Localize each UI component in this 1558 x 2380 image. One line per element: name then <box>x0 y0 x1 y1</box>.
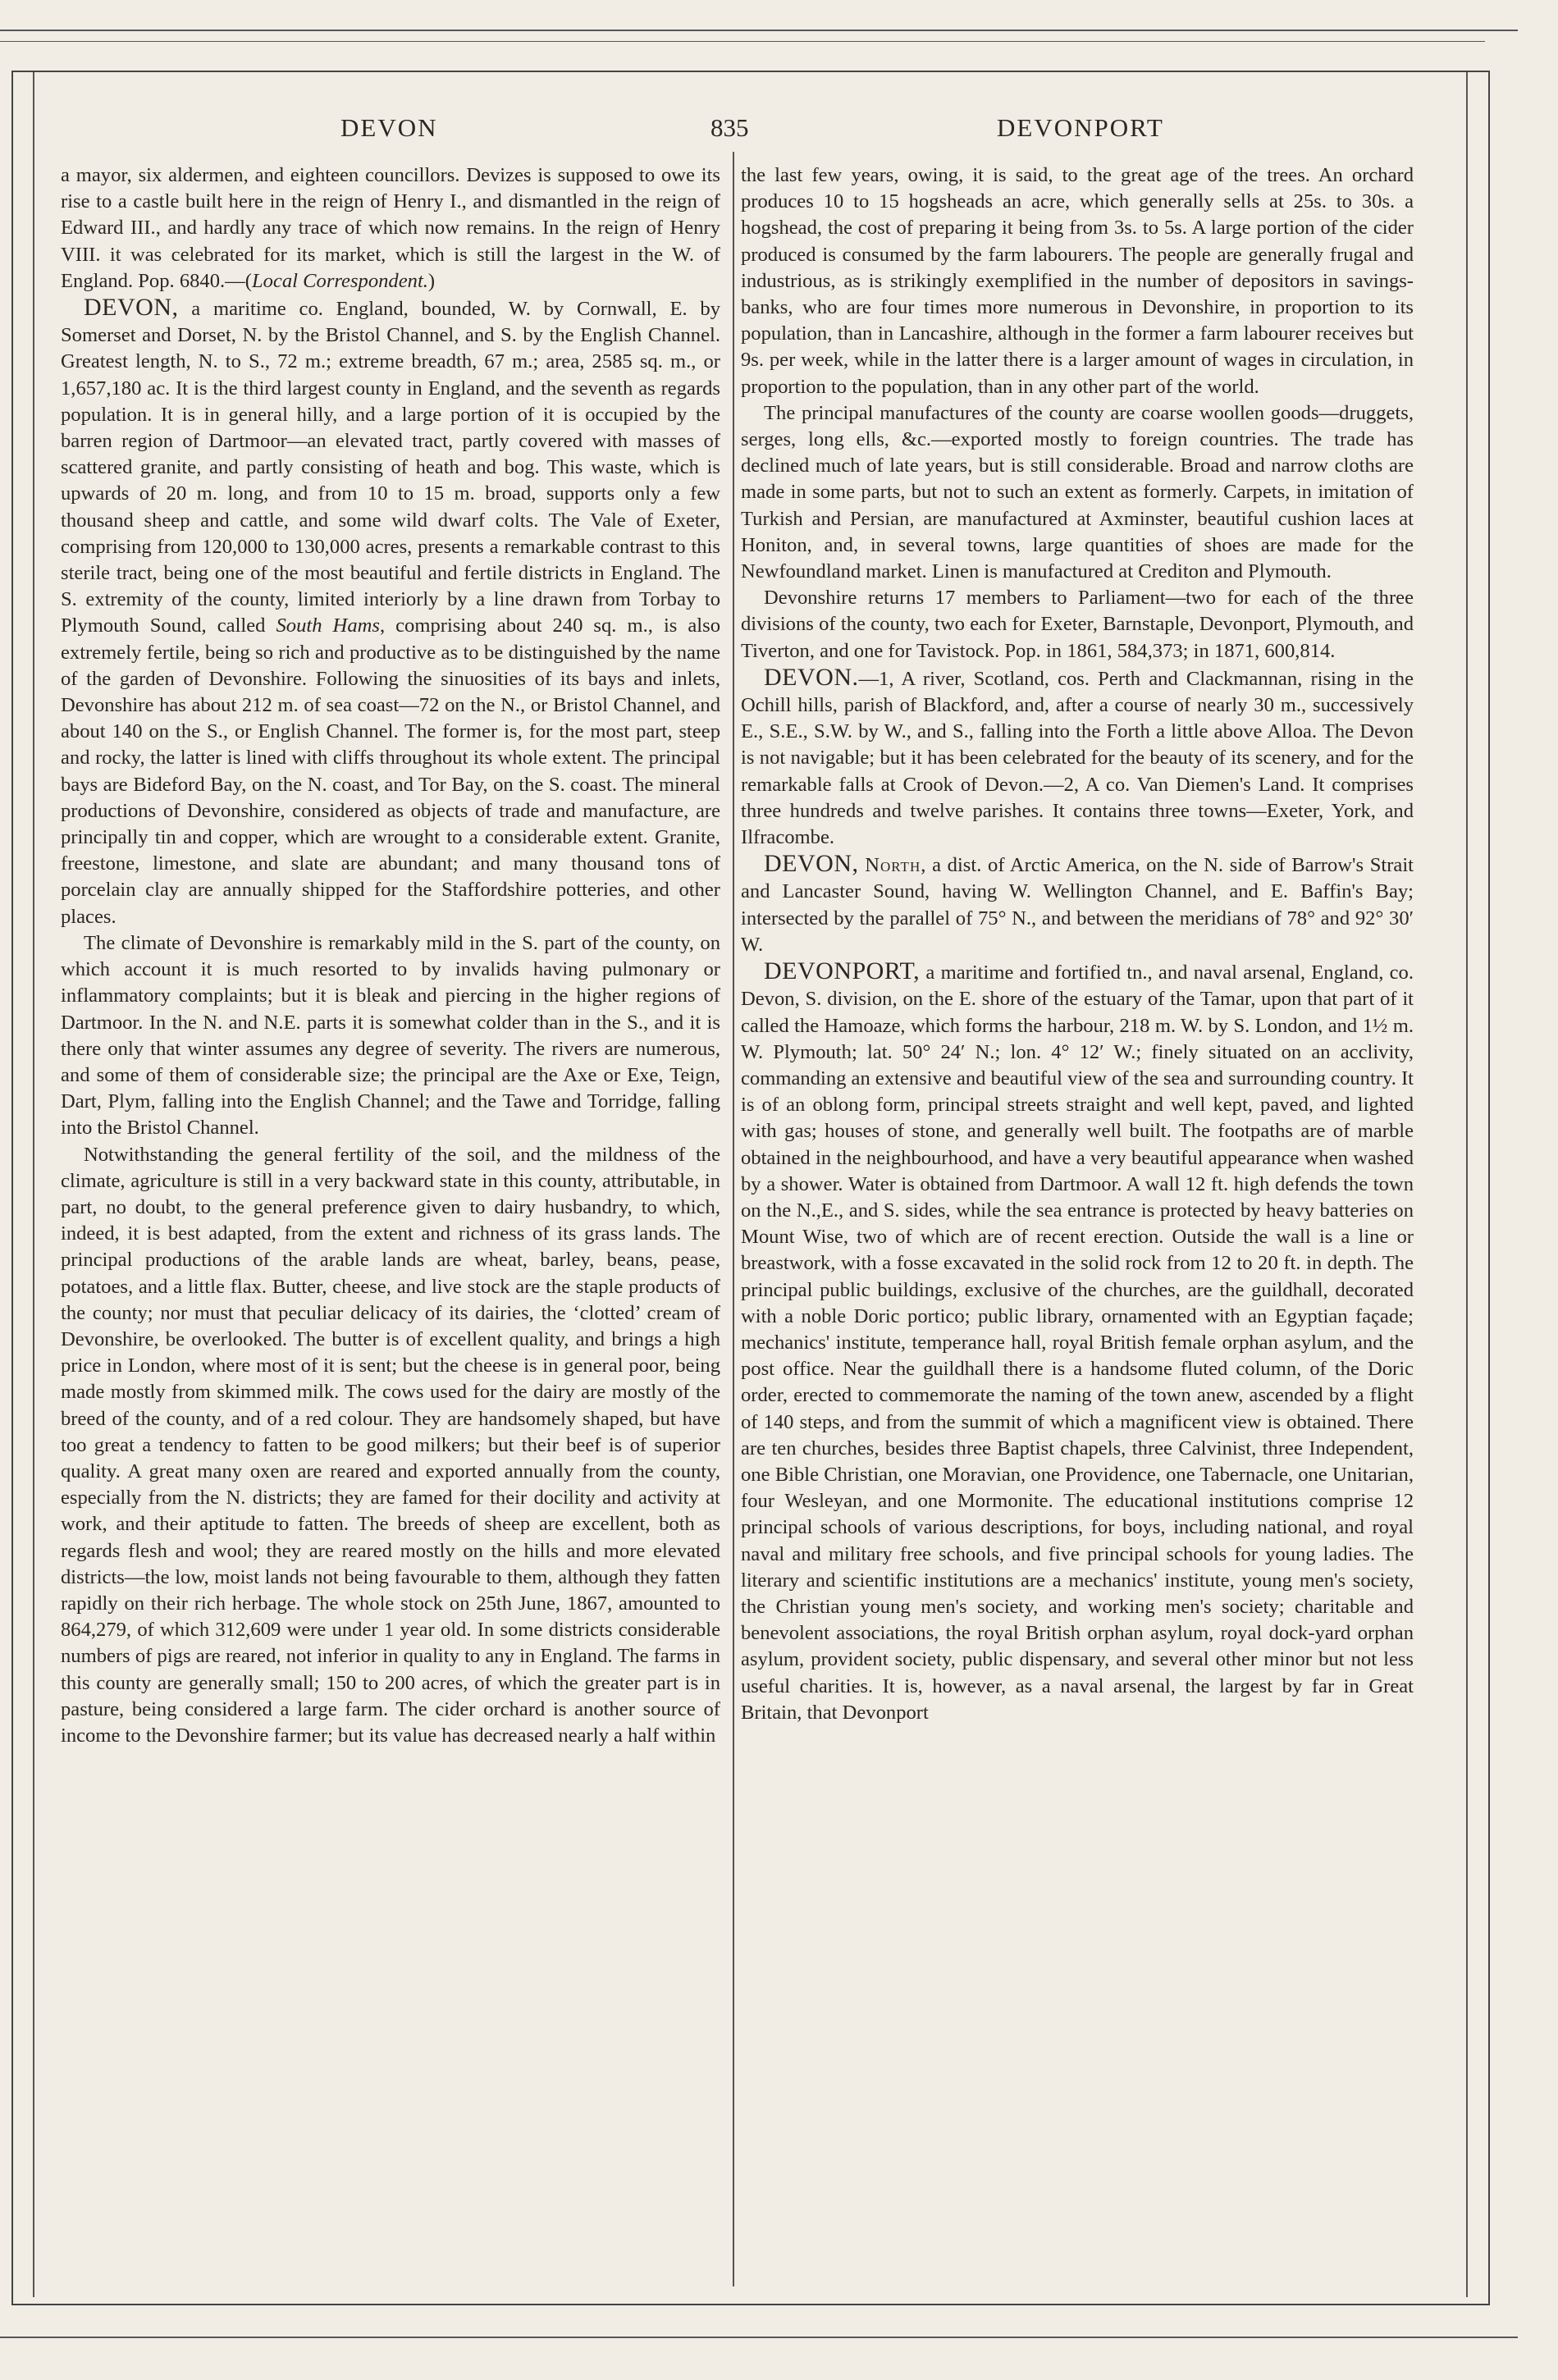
paragraph-agriculture: Notwithstanding the general fertility of the soil, and the mildness of the climate, agriculture is still in a very backward state in this county, attributable, in part, no doubt, to the general preference given to dairy husbandry, to which, indeed, it is best adapted, from the extent and richness of its grass lands. The principal productions of the arable lands are wheat, barley, beans, pease, potatoes, and a little flax. Butter, cheese, and live stock are the staple products of the county; nor must that peculiar delicacy of its dairies, the ‘clotted’ cream of Devonshire, be overlooked. The butter is of excellent quality, and brings a high price in London, where most of it is sent; but the cheese is in general poor, being made mostly from skimmed milk. The cows used for the dairy are mostly of the breed of the county, and of a red colour. They are handsomely shaped, but have too great a tendency to fatten to be good milkers; but their beef is of superior quality. A great many oxen are reared and exported annually from the county, especially from the N. districts; they are famed for their docility and activity at work, and their aptitude to fatten. The breeds of sheep are excellent, both as regards flesh and wool; they are reared mostly on the hills and more elevated districts—the low, moist lands not being favourable to them, although they fatten rapidly on their rich herbage. The whole stock on 25th June, 1867, amounted to 864,279, of which 312,609 were under 1 year old. In some districts considerable numbers of pigs are reared, not inferior in quality to any in England. The farms in this county are generally small; 150 to 200 acres, of which the greater part is in pasture, being considered a large farm. The cider orchard is another source of income to the Devonshire farmer; but its value has decreased nearly a half within <box>61 1143 720 1747</box>
entry-text: a maritime and fortified tn., and naval arsenal, England, co. Devon, S. division, on the E. shore of the estuary of the Tamar, upon that part of it called the Hamoaze, which forms the harbour, 218 m. W. by S. London, and 1½ m. W. Plymouth; lat. 50° 24′ N.; lon. 4° 12′ W.; finely situated on an acclivity, commanding an extensive and beautiful view of the sea and surrounding country. It is of an oblong form, principal streets straight and well kept, paved, and lighted with gas; houses of stone, and generally well built. The footpaths are of marble obtained in the neighbourhood, and have a very beautiful appearance when washed by a shower. Water is obtained from Dartmoor. A wall 12 ft. high defends the town on the N.,E., and S. sides, while the sea entrance is protected by heavy batteries on Mount Wise, two of which are of recent erection. Outside the wall is a line or breastwork, with a fosse excavated in the solid rock from 12 to 20 ft. in depth. The principal public buildings, exclusive of the churches, are the guildhall, decorated with a noble Doric portico; public library, ornamented with an Egyptian façade; mechanics' institute, temperance hall, royal British female orphan asylum, and the post office. Near the guildhall there is a handsome fluted column, of the Doric order, erected to commemorate the naming of the town anew, ascended by a flight of 140 steps, and from the summit of which a magnificent view is obtained. There are ten churches, besides three Baptist chapels, three Calvinist, three Independent, one Bible Christian, one Moravian, one Providence, one Tabernacle, one Unitarian, four Wesleyan, and one Mormonite. The educational institutions comprise 12 principal schools of various descriptions, for boys, including national, and royal naval and military free schools, and five principal schools for young ladies. The literary and scientific institutions are a mechanics' institute, young men's society, the Christian young men's society, and working men's society; charitable and benevolent associations, the royal British orphan asylum, royal dock-yard orphan asylum, provident society, public dispensary, and several other minor but not less useful charities. It is, however, as a naval arsenal, the largest by far in Great Britain, that Devonport <box>741 962 1414 1724</box>
column-divider <box>733 152 734 2286</box>
paragraph-cider: the last few years, owing, it is said, to the great age of the trees. An orchard produces 10 to 15 hogsheads an acre, which generally sells at 25s. to 30s. a hogshead, the cost of preparing it being from 3s. to 5s. A large portion of the cider produced is consumed by the farm labourers. The people are generally frugal and industrious, as is strikingly exemplified in the number of depositors in savings-banks, who are four times more numerous in Devonshire, in proportion to its population, than in Lancashire, although in the former a farm labourer receives but 9s. per week, while in the latter there is a larger amount of wages in circulation, in proportion to the population, than in any other part of the world. <box>741 164 1414 398</box>
paragraph-manufactures: The principal manufactures of the county are coarse woollen goods—druggets, serges, long ells, &c.—exported mostly to foreign countries. The trade has declined much of late years, but is still considerable. Broad and narrow cloths are made in some parts, but not to such an extent as formerly. Carpets, in imitation of Turkish and Persian, are manufactured at Axminster, beautiful cushion laces at Honiton, and, in several towns, large quantities of shoes are made for the Newfoundland market. Linen is manufactured at Crediton and Plymouth. <box>741 401 1414 583</box>
entry-heading: DEVON, <box>84 294 179 322</box>
entry-text: —1, A river, Scotland, cos. Perth and Clackmannan, rising in the Ochill hills, parish of Blackford, and, after a course of nearly 30 m., successively E., S.E., S.W. by W., and S., falling into the Forth a little above Alloa. The Devon is not navigable; but it has been celebrated for the beauty of its scenery, and for the remarkable falls at Crook of Devon.—2, A co. Van Diemen's Land. It comprises three hundreds and twelve parishes. It contains three towns—Exeter, York, and Ilfracombe. <box>741 667 1414 849</box>
citation: Local Correspondent. <box>251 269 428 292</box>
entry-text: , comprising about 240 sq. m., is also extremely fertile, being so rich and productive as to be distinguished by the name of the garden of Devonshire. Following the sinuosities of its bays and inlets, Devonshire has about 212 m. of sea coast—72 on the N., or Bristol Channel, and about 140 on the S., or English Channel. The former is, for the most part, steep and rocky, the latter is lined with cliffs throughout its whole extent. The principal bays are Bideford Bay, on the N. coast, and Tor Bay, on the S. coast. The mineral productions of Devonshire, considered as objects of trade and manufacture, are principally tin and copper, which are wrought to a considerable extent. Granite, freestone, limestone, and slate are abundant; and many thousand tons of porcelain clay are annually shipped for the Staffordshire potteries, and other places. <box>61 614 720 928</box>
paragraph-climate: The climate of Devonshire is remarkably mild in the S. part of the county, on which account it is much resorted to by invalids having pulmonary or inflammatory complaints; but it is bleak and piercing in the higher regions of Dartmoor. In the N. and N.E. parts it is somewhat colder than in the S., and it is there only that winter assumes any degree of severity. The rivers are numerous, and some of them of considerable size; the principal are the Axe or Exe, Teign, Dart, Plym, falling into the English Channel; and the Tawe and Torridge, falling into the Bristol Channel. <box>61 931 720 1140</box>
running-head-left: DEVON <box>340 113 438 142</box>
running-head-right: DEVONPORT <box>997 113 1164 142</box>
entry-text: , a dist. of Arctic America, on the N. side of Barrow's Strait and Lancaster Sound, having W. Wellington Channel, and E. Baffin's Bay; intersected by the parallel of 75° N., and between the meridians of 78° and 92° 30′ W. <box>741 854 1414 956</box>
entry-devon <box>61 295 720 930</box>
entry-italic: South Hams <box>276 614 380 637</box>
top-rule-thin <box>0 41 1485 42</box>
entry-heading: DEVON, <box>764 850 859 878</box>
entry-devon-north <box>741 851 1414 958</box>
devizes-text: a mayor, six aldermen, and eighteen councillors. Devizes is supposed to owe its rise to a castle built here in the reign of Henry I., and dismantled in the reign of Edward III., and hardly any trace of which now remains. In the reign of Henry VIII. it was celebrated for its market, which is still the largest in the W. of England. Pop. 6840.—( <box>61 164 720 292</box>
citation-close: ) <box>427 269 436 292</box>
entry-text: a maritime co. England, bounded, W. by Cornwall, E. by Somerset and Dorset, N. by the Bristol Channel, and S. by the English Channel. Greatest length, N. to S., 72 m.; extreme breadth, 67 m.; area, 2585 sq. m., or 1,657,180 ac. It is the third largest county in England, and the seventh as regards population. It is in general hilly, and a large portion of it is occupied by the barren region of Dartmoor—an elevated tract, partly covered with masses of scattered granite, and partly consisting of heath and bog. This waste, which is upwards of 20 m. long, and from 10 to 15 m. broad, supports only a few thousand sheep and cattle, and some wild dwarf colts. The Vale of Exeter, comprising from 120,000 to 130,000 acres, presents a remarkable contrast to this sterile tract, being one of the most beautiful and fertile districts in England. The S. extremity of the county, limited interiorly by a line drawn from Torbay to Plymouth Sound, called <box>61 298 720 637</box>
bottom-rule <box>0 2337 1518 2338</box>
entry-devon-river <box>741 665 1414 851</box>
devizes-continuation <box>61 162 720 295</box>
page-number: 835 <box>710 113 749 142</box>
right-column <box>741 162 1414 2287</box>
entry-heading: DEVON. <box>764 663 859 691</box>
left-column <box>61 162 720 2287</box>
entry-devonport <box>741 958 1414 1726</box>
paragraph-parliament: Devonshire returns 17 members to Parliament—two for each of the three divisions of the county, two each for Exeter, Barnstaple, Devonport, Plymouth, and Tiverton, and one for Tavistock. Pop. in 1861, 584,373; in 1871, 600,814. <box>741 587 1414 662</box>
top-rule <box>0 30 1518 31</box>
entry-heading: DEVONPORT, <box>764 957 921 985</box>
entry-heading-smallcaps: North <box>865 854 921 877</box>
